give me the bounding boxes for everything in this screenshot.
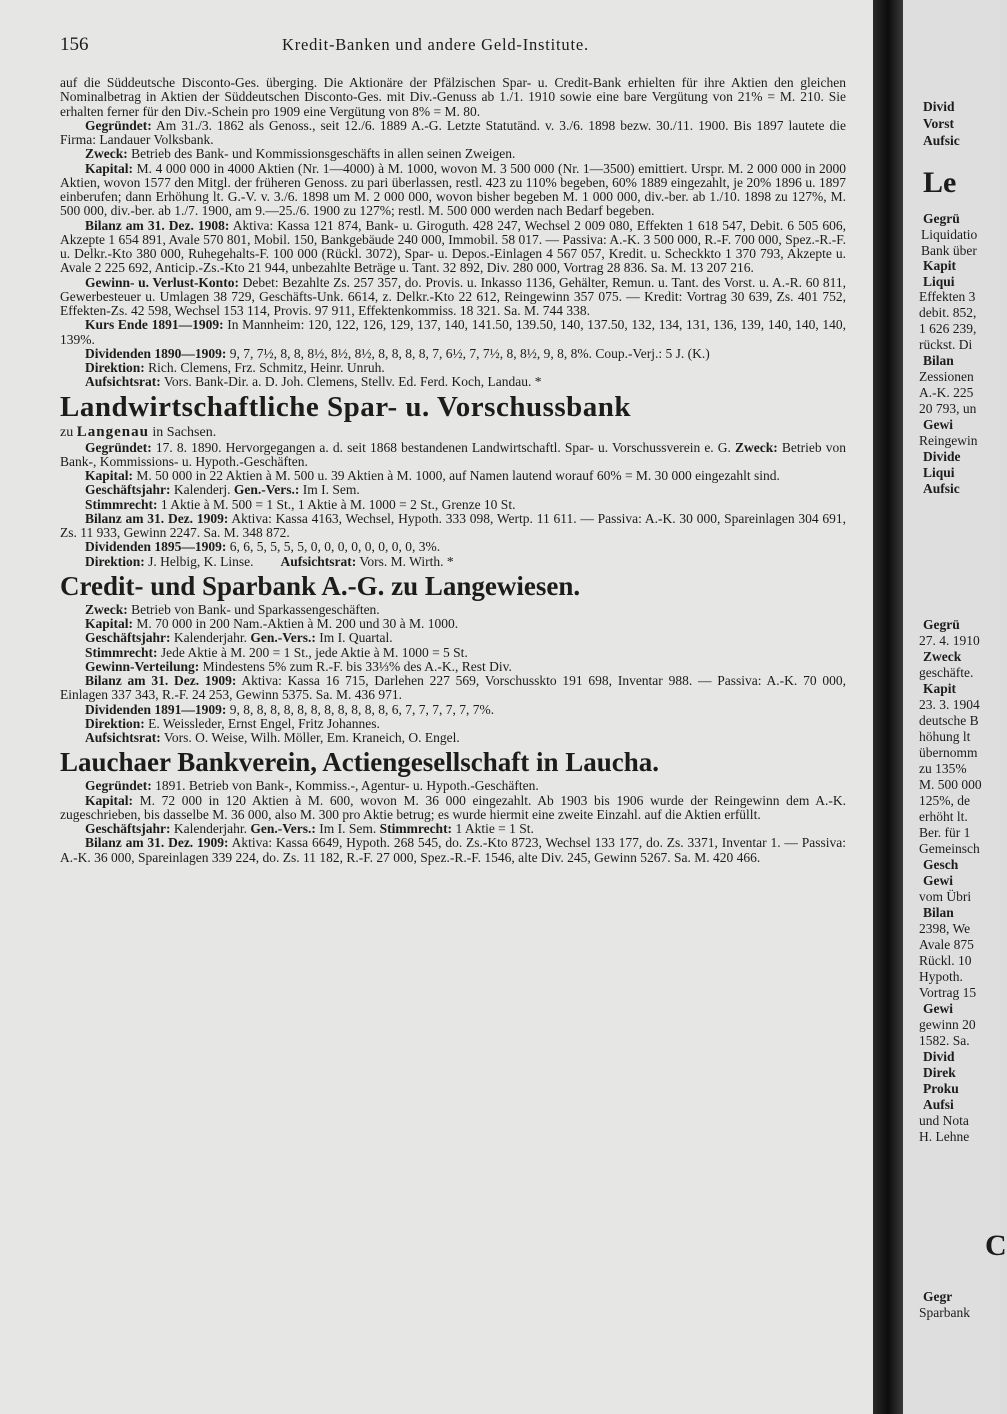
facing-line: Vortrag 15 bbox=[919, 985, 977, 1000]
field-label: Kapital: bbox=[85, 468, 134, 483]
facing-line: 1582. Sa. bbox=[919, 1033, 970, 1048]
field-value: Vors. Bank-Dir. a. D. Joh. Clemens, Stellv. Ed. Ferd. Koch, Landau. * bbox=[163, 374, 542, 390]
field-label: Kurs Ende 1891—1909: bbox=[85, 317, 224, 333]
field-gewinn-verteilung bbox=[60, 660, 846, 674]
field-label: Gen.-Vers.: bbox=[250, 821, 316, 836]
field-value: Vors. M. Wirth. * bbox=[359, 553, 454, 569]
field-value: 1891. Betrieb von Bank-, Kommiss.-, Agentur- u. Hypoth.-Geschäften. bbox=[155, 778, 539, 794]
field-label: Gen.-Vers.: bbox=[233, 482, 300, 498]
field-label: Direktion: bbox=[85, 715, 145, 731]
field-label: Gewinn- u. Verlust-Konto: bbox=[85, 274, 239, 290]
facing-line: Liquidatio bbox=[921, 227, 978, 242]
facing-line: Gemeinsch bbox=[919, 841, 980, 856]
field-label: Aufsichtsrat: bbox=[85, 374, 161, 390]
facing-line: erhöht lt. bbox=[919, 809, 968, 824]
facing-line: Reingewin bbox=[919, 433, 978, 448]
field-stimmrecht bbox=[60, 646, 846, 660]
page-body bbox=[60, 76, 846, 865]
field-geschaeftsjahr bbox=[60, 631, 846, 645]
field-value: M. 4 000 000 in 4000 Aktien (Nr. 1—4000) à M. 1000, wovon M. 3 500 000 (Nr. 1—3500) emittiert. Urspr. M. 2 000 000 in 2000 Aktien, wovon 1577 den Mitgl. der früheren Genoss. zu pari überlassen, restl. 423 zu 110% begeben, 60% 1889 eingezahlt, je 20% 1896 u. 1897 einberufen; dann Erhöhung lt. G.-V. v. 3./6. 1898 um M. 2 000 000, wovon bisher begeben M. 1 000 000, div.-ber. ab 1./10. 1898 zu 127%, M. 500 000, div.-ber. ab 1./7. 1900, am 9.—25./6. 1900 zu 127%; restl. M. 500 000 werden nach Bedarf begeben. bbox=[60, 160, 846, 219]
facing-line: C bbox=[985, 1229, 1007, 1262]
field-value: M. 70 000 in 200 Nam.-Aktien à M. 200 und 30 à M. 1000. bbox=[136, 616, 459, 631]
facing-line: Bank über bbox=[921, 243, 977, 258]
facing-line: A.-K. 225 bbox=[919, 385, 974, 400]
field-value: Betrieb des Bank- und Kommissionsgeschäfts in allen seinen Zweigen. bbox=[131, 146, 516, 162]
field-geschaeftsjahr bbox=[60, 822, 846, 836]
field-bilanz bbox=[60, 674, 846, 703]
field-value: Kalenderj. bbox=[173, 482, 231, 498]
facing-line: 20 793, un bbox=[919, 401, 977, 416]
field-label: Direktion: bbox=[85, 360, 145, 375]
field-zweck bbox=[60, 603, 846, 617]
facing-line: Kapit bbox=[923, 681, 957, 696]
facing-line: Kapit bbox=[923, 258, 957, 273]
subtitle-place: Langenau bbox=[76, 423, 149, 440]
field-value: E. Weissleder, Ernst Engel, Fritz Johannes. bbox=[148, 715, 380, 731]
field-aufsichtsrat bbox=[60, 731, 846, 745]
entry-laucha bbox=[60, 745, 846, 865]
field-value: Vors. O. Weise, Wilh. Möller, Em. Kraneich, O. Engel. bbox=[163, 730, 460, 745]
facing-line: deutsche B bbox=[919, 713, 979, 728]
field-value: 9, 7, 7½, 8, 8, 8½, 8½, 8½, 8, 8, 8, 8, 7, 6½, 7, 7½, 8, 8½, 9, 8, 8%. Coup.-Verj.: 5 J. (K.) bbox=[229, 345, 710, 361]
field-value: 6, 6, 5, 5, 5, 5, 0, 0, 0, 0, 0, 0, 0, 0, 3%. bbox=[229, 539, 441, 555]
field-label: Geschäftsjahr: bbox=[85, 821, 171, 836]
field-label: Bilanz am 31. Dez. 1909: bbox=[85, 673, 237, 688]
field-gegruendet bbox=[60, 119, 846, 148]
field-direktion bbox=[60, 555, 846, 569]
field-direktion bbox=[60, 361, 846, 375]
facing-line: Divide bbox=[923, 449, 961, 464]
facing-line: Aufsi bbox=[923, 1097, 954, 1112]
facing-line: 27. 4. 1910 bbox=[919, 633, 980, 648]
field-label: Stimmrecht: bbox=[85, 644, 158, 660]
facing-line: vom Übri bbox=[919, 889, 972, 904]
field-label: Kapital: bbox=[85, 160, 134, 176]
facing-line: gewinn 20 bbox=[919, 1017, 976, 1032]
facing-line: Divid bbox=[923, 1049, 955, 1064]
field-label: Geschäftsjahr: bbox=[85, 630, 171, 646]
book-gutter bbox=[873, 0, 903, 1414]
field-label: Bilanz am 31. Dez. 1909: bbox=[85, 510, 229, 526]
facing-line: rückst. Di bbox=[919, 337, 973, 352]
field-label: Aufsichtsrat: bbox=[85, 730, 161, 745]
facing-line: zu 135% bbox=[919, 761, 967, 776]
field-label: Zweck: bbox=[85, 601, 128, 617]
field-kapital bbox=[60, 162, 846, 219]
facing-line: Sparbank bbox=[919, 1305, 970, 1320]
facing-line: Proku bbox=[923, 1081, 959, 1096]
field-value: Betrieb von Bank-, Kommissions- u. Hypoth.-Geschäften. bbox=[60, 439, 847, 469]
field-dividenden bbox=[60, 703, 846, 717]
facing-line: Direk bbox=[923, 1065, 956, 1080]
facing-line: H. Lehne bbox=[919, 1129, 970, 1144]
field-value: Im I. Sem. bbox=[319, 821, 377, 836]
field-label: Stimmrecht: bbox=[85, 496, 158, 512]
field-value: Im I. Sem. bbox=[302, 482, 360, 498]
field-value: Rich. Clemens, Frz. Schmitz, Heinr. Unruh. bbox=[148, 360, 385, 375]
facing-line: Vorst bbox=[923, 116, 955, 131]
field-kapital bbox=[60, 794, 846, 823]
field-label: Dividenden 1890—1909: bbox=[85, 345, 227, 361]
field-value: Im I. Quartal. bbox=[319, 630, 393, 646]
facing-line: Le bbox=[923, 166, 957, 199]
facing-line: Liqui bbox=[923, 274, 955, 289]
field-value: 1 Aktie à M. 500 = 1 St., 1 Aktie à M. 1000 = 2 St., Grenze 10 St. bbox=[160, 496, 516, 512]
field-label: Zweck: bbox=[85, 146, 128, 162]
facing-line: debit. 852, bbox=[919, 305, 977, 320]
field-label: Dividenden 1891—1909: bbox=[85, 701, 227, 717]
field-value: Mindestens 5% zum R.-F. bis 33⅓% des A.-K., Rest Div. bbox=[202, 658, 512, 674]
field-kapital bbox=[60, 469, 846, 483]
subtitle-prefix: zu bbox=[60, 424, 74, 440]
field-dividenden bbox=[60, 347, 846, 361]
entry-subtitle bbox=[60, 424, 846, 441]
facing-line: übernomm bbox=[919, 745, 978, 760]
facing-line: Gewi bbox=[923, 417, 953, 432]
field-value: Betrieb von Bank- und Sparkassengeschäften. bbox=[131, 601, 380, 617]
field-dividenden bbox=[60, 540, 846, 554]
field-value: Aktiva: Kassa 6649, Hypoth. 268 545, do. Zs.-Kto 8723, Wechsel 133 177, do. Zs. 3371, Inventar 1. — Passiva: A.-K. 36 000, Spareinlagen 339 224, do. Zs. 11 182, R.-F. 27 000, Spez.-R.-F. 1546, alte Div. 245, Gewinn 5267. Sa. M. 420 466. bbox=[60, 835, 846, 865]
field-label: Kapital: bbox=[85, 616, 134, 631]
field-gegruendet bbox=[60, 779, 846, 793]
entry-title: Credit- und Sparbank A.-G. zu Langewiesen. bbox=[60, 570, 581, 601]
facing-line: Gegrü bbox=[923, 617, 960, 632]
field-label: Gen.-Vers.: bbox=[250, 630, 316, 646]
field-direktion bbox=[60, 717, 846, 731]
field-label: Gewinn-Verteilung: bbox=[85, 658, 200, 674]
field-value: Kalenderjahr. bbox=[173, 630, 247, 646]
field-label: Bilanz am 31. Dez. 1909: bbox=[85, 835, 229, 851]
facing-line: 23. 3. 1904 bbox=[919, 697, 980, 712]
facing-line: Avale 875 bbox=[919, 937, 974, 952]
field-value: 1 Aktie = 1 St. bbox=[455, 821, 534, 836]
field-value: J. Helbig, K. Linse. bbox=[148, 553, 254, 569]
field-kapital bbox=[60, 617, 846, 631]
entry-pfaelzische-bank bbox=[60, 76, 846, 390]
facing-line: Gewi bbox=[923, 1001, 953, 1016]
entry-title: Lauchaer Bankverein, Actiengesellschaft in Laucha. bbox=[60, 747, 660, 778]
facing-line: Gewi bbox=[923, 873, 953, 888]
facing-line: Hypoth. bbox=[919, 969, 963, 984]
field-gegruendet bbox=[60, 441, 846, 470]
field-value: Debet: Bezahlte Zs. 257 357, do. Provis. u. Inkasso 1136, Gehälter, Remun. u. Tant. des Vorst. u. A.-R. 60 811, Gewerbesteuer u. Umlagen 38 729, Geschäfts-Unk. 6614, z. Delkr.-Kto 22 612, Reingewinn 357 075. — Kredit: Vortrag 30 639, Zs. 401 752, Effekten-Zs. 42 598, Wechsel 153 114, Provis. 97 911, Effektenkommiss. 18 321. Sa. M. 744 338. bbox=[60, 274, 846, 318]
field-value: In Mannheim: 120, 122, 126, 129, 137, 140, 141.50, 139.50, 140, 137.50, 132, 134, 131, 136, 139, 140, 140, 140, 139%. bbox=[60, 317, 846, 347]
entry-intro: auf die Süddeutsche Disconto-Ges. überging. Die Aktionäre der Pfälzischen Spar- u. Credit-Bank erhielten für ihre Aktien den gleichen Nominalbetrag in Aktien der Süddeutschen Disconto-Ges. mit Div.-Genuss ab 1./1. 1910 sowie eine bare Vergütung von 21% = M. 210. Sie erhalten ferner für den Div.-Schein pro 1909 eine Vergütung von 8% = M. 80. bbox=[60, 75, 846, 119]
facing-line: Ber. für 1 bbox=[919, 825, 971, 840]
facing-line: 125%, de bbox=[919, 793, 970, 808]
field-value: Aktiva: Kassa 16 715, Darlehen 227 569, Vorschusskto 191 698, Inventar 988. — Passiva: A.-K. 70 000, Einlagen 337 343, R.-F. 24 253, Gewinn 5375. Sa. M. 436 971. bbox=[60, 673, 846, 703]
facing-page-fragment bbox=[903, 0, 1007, 1414]
facing-line: und Nota bbox=[919, 1113, 969, 1128]
facing-line: geschäfte. bbox=[919, 665, 974, 680]
field-label: Direktion: bbox=[85, 553, 145, 569]
field-label: Gegründet: bbox=[85, 778, 152, 794]
page-number: 156 bbox=[60, 34, 89, 55]
field-value: Am 31./3. 1862 als Genoss., seit 12./6. 1889 A.-G. Letzte Statutänd. v. 3./6. 1898 bezw. 30./11. 1900. Bis 1897 lautete die Firma: Landauer Volksbank. bbox=[60, 117, 846, 147]
field-bilanz bbox=[60, 836, 846, 865]
field-label: Bilanz am 31. Dez. 1908: bbox=[85, 217, 230, 233]
field-label: Geschäftsjahr: bbox=[85, 482, 171, 498]
facing-line: Zweck bbox=[923, 649, 962, 664]
facing-line: Gegr bbox=[923, 1289, 953, 1304]
facing-line: Gegrü bbox=[923, 211, 960, 226]
field-label: Gegründet: bbox=[85, 439, 152, 455]
facing-line: Bilan bbox=[923, 353, 954, 368]
facing-line: Rückl. 10 bbox=[919, 953, 972, 968]
field-kurs bbox=[60, 318, 846, 347]
field-gewinn-verlust bbox=[60, 276, 846, 319]
facing-line: Zessionen bbox=[919, 369, 974, 384]
facing-line: 1 626 239, bbox=[919, 321, 977, 336]
field-label: Stimmrecht: bbox=[379, 821, 453, 836]
facing-line: höhung lt bbox=[919, 729, 971, 744]
entry-langenau bbox=[60, 390, 846, 569]
field-label: Kapital: bbox=[85, 792, 134, 808]
field-value: Aktiva: Kassa 121 874, Bank- u. Giroguth. 428 247, Wechsel 2 009 080, Effekten 1 618 547, Debit. 6 505 606, Akzepte 1 654 891, Avale 570 801, Mobil. 150, Bankgebäude 240 000, Immobil. 58 017. — Passiva: A.-K. 3 500 000, R.-F. 700 000, Spez.-R.-F. u. Delkr.-Kto 380 000, Ruhegehalts-F. 100 000 (Rückl. 3072), Spar- u. Depos.-Einlagen 4 567 057, Kredit. u. Scheckkto 1 370 793, Akzepte u. Avale 2 225 692, Anticip.-Zs.-Kto 21 944, unbezahlte Beträge u. Tant. 32 892, Div. 280 000, Vortrag 28 836. Sa. M. 13 207 216. bbox=[60, 217, 846, 276]
facing-line: Divid bbox=[923, 99, 955, 114]
page-header bbox=[60, 34, 850, 56]
field-label: Aufsichtsrat: bbox=[280, 553, 357, 569]
facing-line: Gesch bbox=[923, 857, 959, 872]
field-value: 9, 8, 8, 8, 8, 8, 8, 8, 8, 8, 8, 8, 6, 7, 7, 7, 7, 7, 7%. bbox=[229, 701, 495, 717]
facing-line: Aufsic bbox=[923, 481, 960, 496]
field-value: Kalenderjahr. bbox=[173, 821, 247, 836]
facing-line: M. 500 000 bbox=[919, 777, 982, 792]
field-label: Zweck: bbox=[735, 439, 778, 455]
field-label: Dividenden 1895—1909: bbox=[85, 539, 227, 555]
field-zweck bbox=[60, 147, 846, 161]
field-value: Jede Aktie à M. 200 = 1 St., jede Aktie à M. 1000 = 5 St. bbox=[160, 644, 468, 660]
field-value: M. 72 000 in 120 Aktien à M. 600, wovon M. 36 000 eingezahlt. Ab 1903 bis 1906 wurde der Reingewinn dem A.-K. zugeschrieben, bis dasselbe M. 36 000, also M. 300 pro Aktie betrug; es wurde hiermit eine zweite Einzahl. auf die Aktien erfüllt. bbox=[60, 792, 847, 822]
facing-line: 2398, We bbox=[919, 921, 971, 936]
field-geschaeftsjahr bbox=[60, 483, 846, 497]
field-bilanz bbox=[60, 512, 846, 541]
field-value: 17. 8. 1890. Hervorgegangen a. d. seit 1868 bestandenen Landwirtschaftl. Spar- u. Vorschussverein e. G. bbox=[155, 439, 731, 455]
field-stimmrecht bbox=[60, 498, 846, 512]
entry-title: Landwirtschaftliche Spar- u. Vorschussbank bbox=[60, 390, 632, 423]
field-label: Gegründet: bbox=[85, 117, 152, 133]
facing-line: Aufsic bbox=[923, 133, 960, 148]
entry-langewiesen bbox=[60, 569, 846, 746]
field-value: Aktiva: Kassa 4163, Wechsel, Hypoth. 333 098, Wertp. 11 611. — Passiva: A.-K. 30 000, Spareinlagen 304 691, Zs. 11 933, Gewinn 2247. Sa. M. 348 872. bbox=[60, 510, 846, 540]
running-title: Kredit-Banken und andere Geld-Institute. bbox=[282, 35, 589, 54]
facing-line: Bilan bbox=[923, 905, 954, 920]
subtitle-suffix: in Sachsen. bbox=[152, 424, 217, 440]
facing-line: Liqui bbox=[923, 465, 955, 480]
field-aufsichtsrat bbox=[60, 375, 846, 389]
facing-line: Effekten 3 bbox=[919, 289, 976, 304]
field-value: M. 50 000 in 22 Aktien à M. 500 u. 39 Aktien à M. 1000, auf Namen lautend worauf 60% = M. 30 000 eingezahlt sind. bbox=[136, 468, 780, 483]
field-bilanz bbox=[60, 219, 846, 276]
